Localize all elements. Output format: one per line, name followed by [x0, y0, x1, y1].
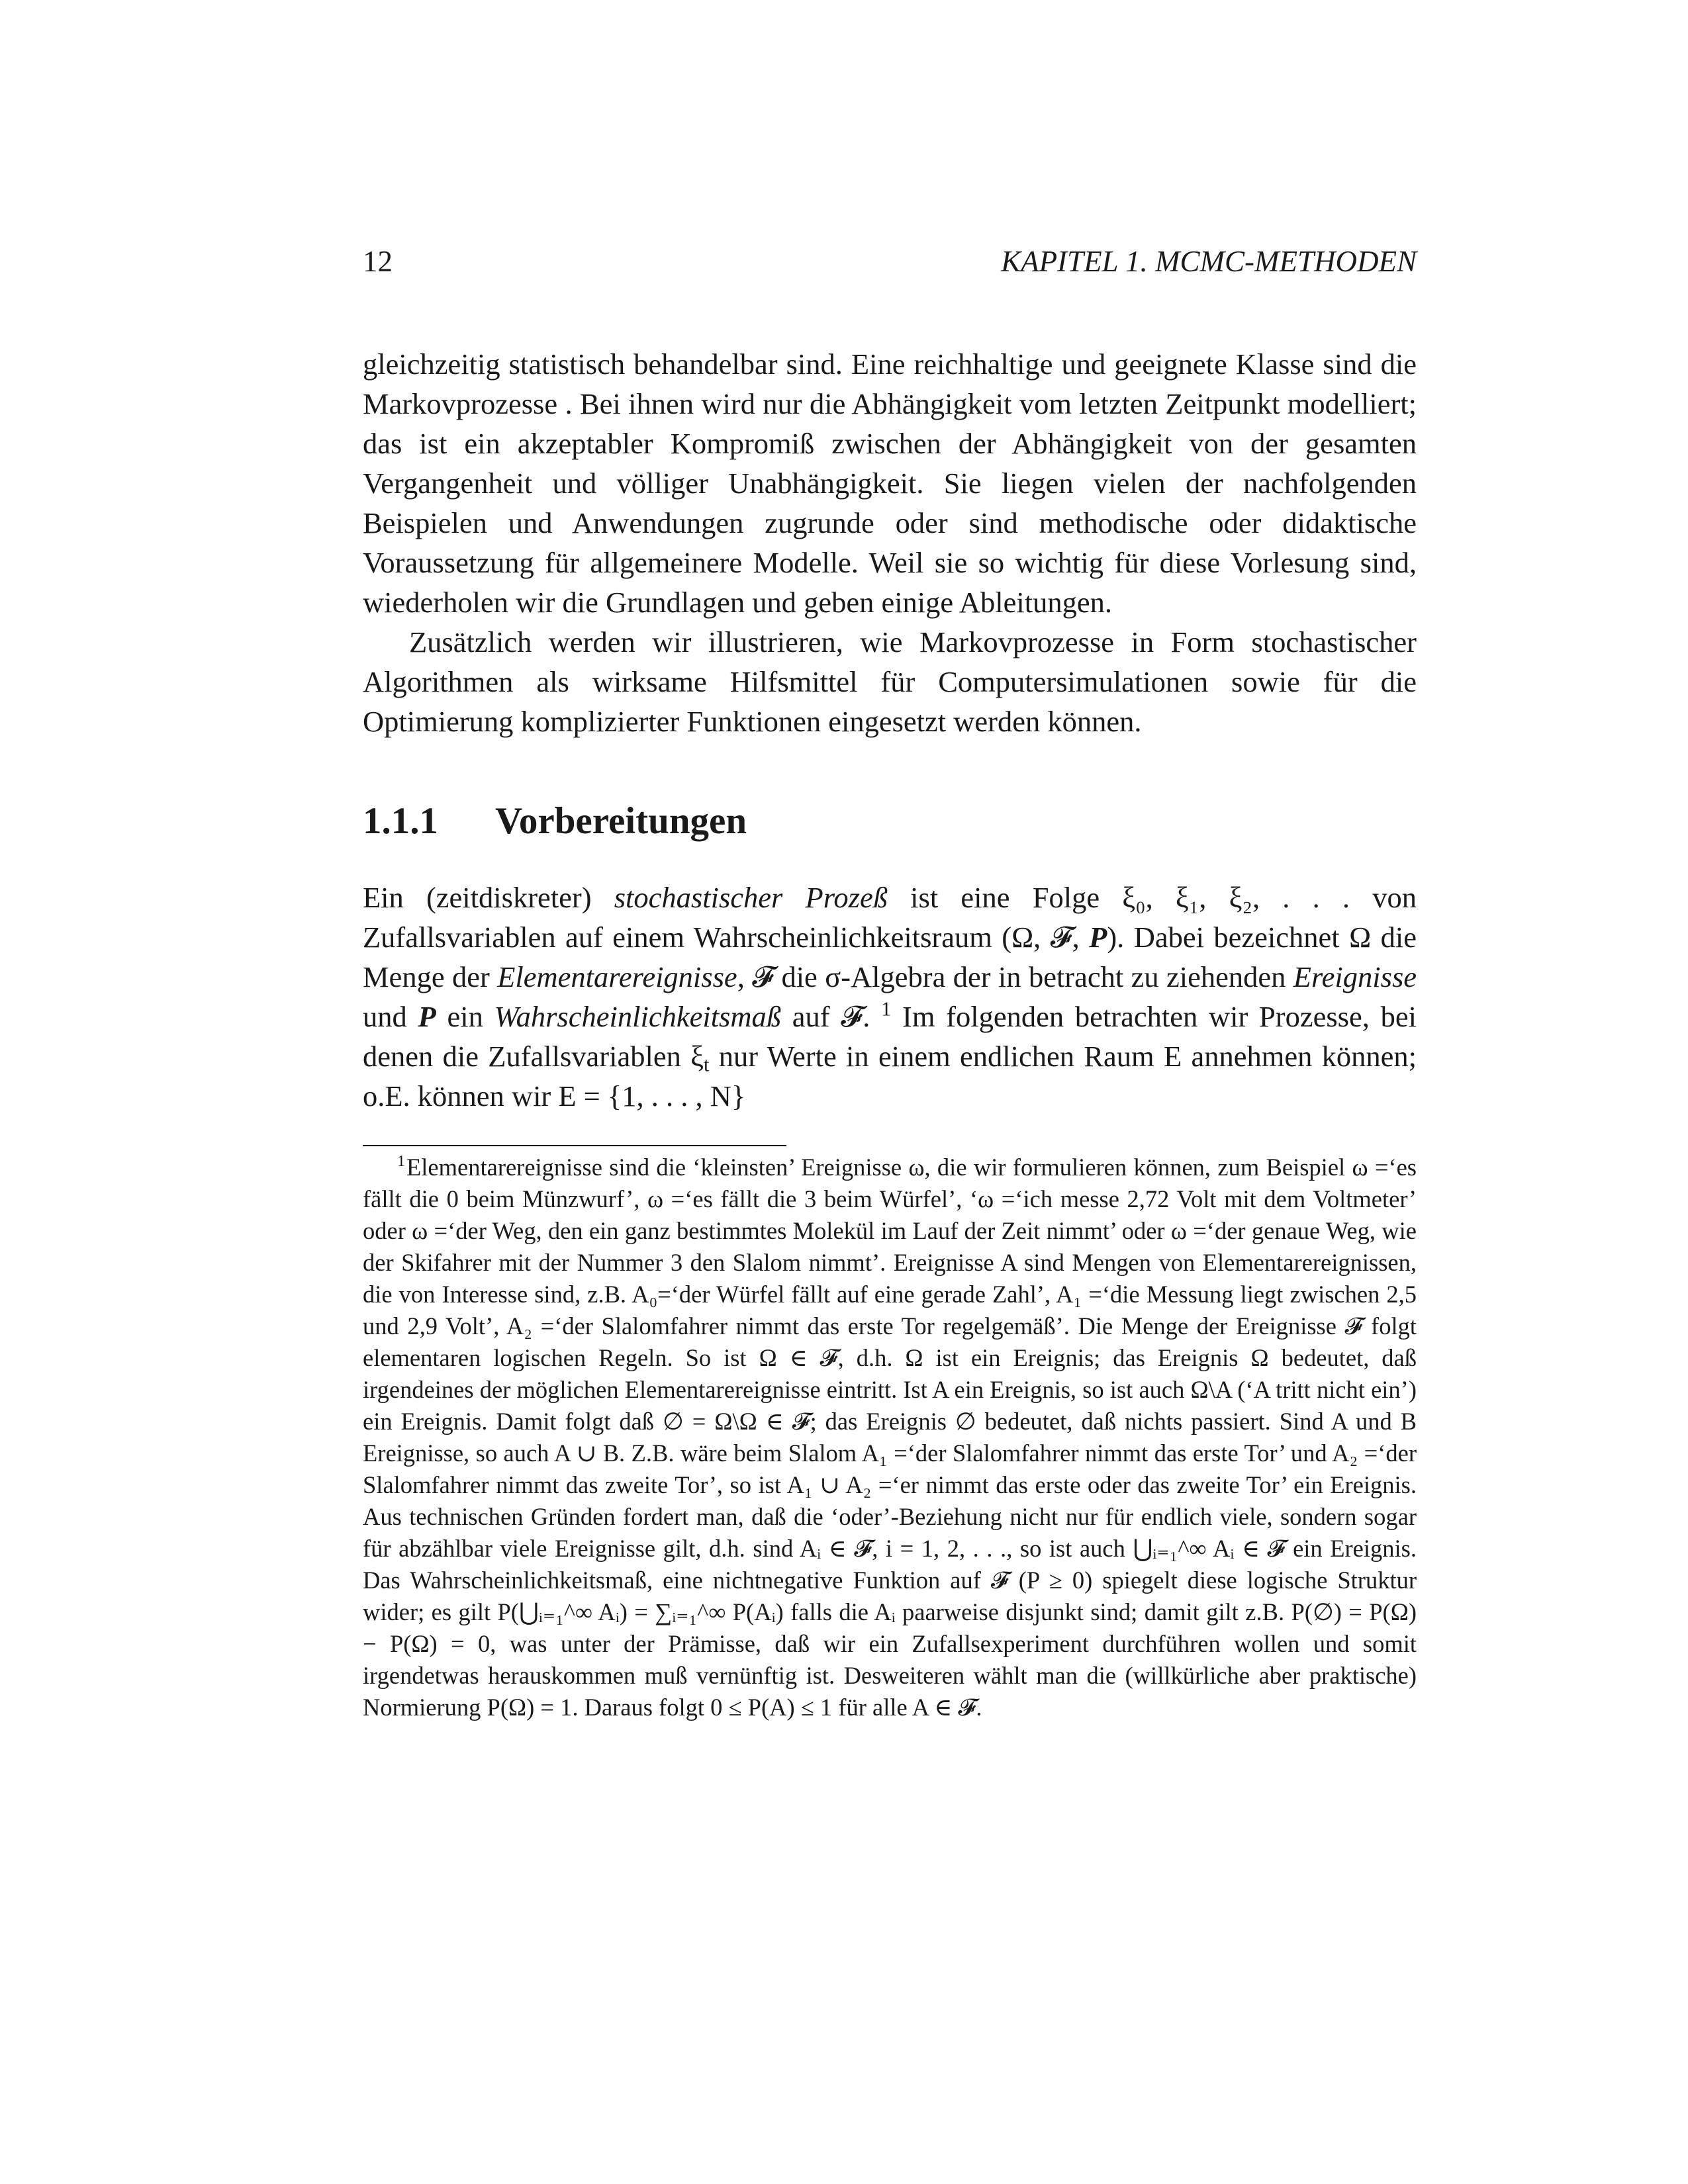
section-title: Vorbereitungen [495, 800, 747, 842]
text-run: ist eine Folge ξ₀, ξ₁, ξ₂, . . . von Zufallsvariablen auf einem Wahrscheinlichkeitsraum (Ω, 𝓕, [363, 881, 1417, 954]
footnote-mark: 1 [397, 1153, 405, 1170]
footnote-separator [363, 1145, 786, 1146]
term-probability-measure: Wahrscheinlichkeitsmaß [494, 1000, 782, 1033]
term-events: Ereignisse [1293, 960, 1417, 993]
text-run: nur Werte in einem endlichen Raum E annehmen können; o.E. können wir E = {1, . . . , N} [363, 1040, 1417, 1113]
footnote-reference[interactable]: 1 [881, 997, 892, 1021]
footnote-body: Elementarereignisse sind die ‘kleinsten’ Ereignisse ω, die wir formulieren können, zum Beispiel ω =‘es fällt die 0 beim Münzwurf’, ω =‘es fällt die 3 beim Würfel’, ‘ω =‘ich messe 2,72 Volt mit dem Voltmeter’ oder ω =‘der Weg, den ein ganz bestimmtes Molekül im Lauf der Zeit nimmt’ oder ω =‘der genaue Weg, wie der Skifahrer mit der Nummer 3 den Slalom nimmt’. Ereignisse A sind Mengen von Elementarereignissen, die von Interesse sind, z.B. A₀=‘der Würfel fällt auf eine gerade Zahl’, A₁ =‘die Messung liegt zwischen 2,5 und 2,9 Volt’, A₂ =‘der Slalomfahrer nimmt das erste Tor regelgemäß’. Die Menge der Ereignisse 𝓕 folgt elementaren logischen Regeln. So ist Ω ∈ 𝓕, d.h. Ω ist ein Ereignis; das Ereignis Ω bedeutet, daß irgendeines der möglichen Elementarereignisse eintritt. Ist A ein Ereignis, so ist auch Ω\A (‘A tritt nicht ein’) ein Ereignis. Damit folgt daß ∅ = Ω\Ω ∈ 𝓕; das Ereignis ∅ bedeutet, daß nichts passiert. Sind A und B Ereignisse, so auch A ∪ B. Z.B. wäre beim Slalom A₁ =‘der Slalomfahrer nimmt das erste Tor’ und A₂ =‘der Slalomfahrer nimmt das zweite Tor’, so ist A₁ ∪ A₂ =‘er nimmt das erste oder das zweite Tor’ ein Ereignis. Aus technischen Gründen fordert man, daß die ‘oder’-Beziehung nicht nur für endlich viele, sondern sogar für abzählbar viele Ereignisse gilt, d.h. sind Aᵢ ∈ 𝓕, i = 1, 2, . . ., so ist auch ⋃ᵢ₌₁^∞ Aᵢ ∈ 𝓕 ein Ereignis. Das Wahrscheinlichkeitsmaß, eine nichtnegative Funktion auf 𝓕 (P ≥ 0) spiegelt diese logische Struktur wider; es gilt P(⋃ᵢ₌₁^∞ Aᵢ) = ∑ᵢ₌₁^∞ P(Aᵢ) falls die Aᵢ paarweise disjunkt sind; damit gilt z.B. P(∅) = P(Ω) − P(Ω) = 0, was unter der Prämisse, daß wir ein Zufallsexperiment durchführen wollen und somit irgendetwas herauskommen muß vernünftig ist. Desweiteren wählt man die (willkürliche aber praktische) Normierung P(Ω) = 1. Daraus folgt 0 ≤ P(A) ≤ 1 für alle A ∈ 𝓕. [363, 1154, 1417, 1721]
term-elementary-events: Elementarereignisse [497, 960, 737, 993]
text-run: ein [436, 1000, 494, 1033]
text-run: , 𝓕 die σ-Algebra der in betracht zu ziehenden [737, 960, 1293, 993]
document-page [363, 0, 1417, 2184]
text-run: Im folgenden betrachten wir Prozesse, bei denen die Zufallsvariablen ξ [363, 1000, 1417, 1073]
text-run: und [363, 1000, 418, 1033]
footnote [363, 1152, 1417, 1723]
main-text [363, 344, 1417, 1116]
section-heading [363, 798, 1417, 844]
paragraph-definition [363, 878, 1417, 1116]
probability-symbol: P [1089, 921, 1107, 954]
page-number: 12 [363, 245, 393, 278]
subscript-t: t [704, 1053, 710, 1076]
paragraph-algorithms: Zusätzlich werden wir illustrieren, wie Markovprozesse in Form stochastischer Algorithmen als wirksame Hilfsmittel für Computersimulationen sowie für die Optimierung komplizierter Funktionen eingesetzt werden können. [363, 625, 1417, 738]
chapter-title: KAPITEL 1. MCMC-METHODEN [1001, 245, 1417, 278]
text-run: ). Dabei bezeichnet Ω die Menge der [363, 921, 1417, 993]
running-header [363, 242, 1417, 281]
footnote-text [363, 1152, 1417, 1723]
text-run: auf 𝓕. [781, 1000, 882, 1033]
section-number: 1.1.1 [363, 800, 438, 842]
text-run: Ein (zeitdiskreter) [363, 881, 614, 914]
term-stochastic-process: stochastischer Prozeß [614, 881, 888, 914]
probability-symbol: P [418, 1000, 436, 1033]
paragraph-intro: gleichzeitig statistisch behandelbar sind. Eine reichhaltige und geeignete Klasse sind die Markovprozesse . Bei ihnen wird nur die Abhängigkeit vom letzten Zeitpunkt modelliert; das ist ein akzeptabler Kompromiß zwischen der Abhängigkeit von der gesamten Vergangenheit und völliger Unabhängigkeit. Sie liegen vielen der nachfolgenden Beispielen und Anwendungen zugrunde oder sind methodische oder didaktische Voraussetzung für allgemeinere Modelle. Weil sie so wichtig für diese Vorlesung sind, wiederholen wir die Grundlagen und geben einige Ableitungen. [363, 347, 1417, 619]
